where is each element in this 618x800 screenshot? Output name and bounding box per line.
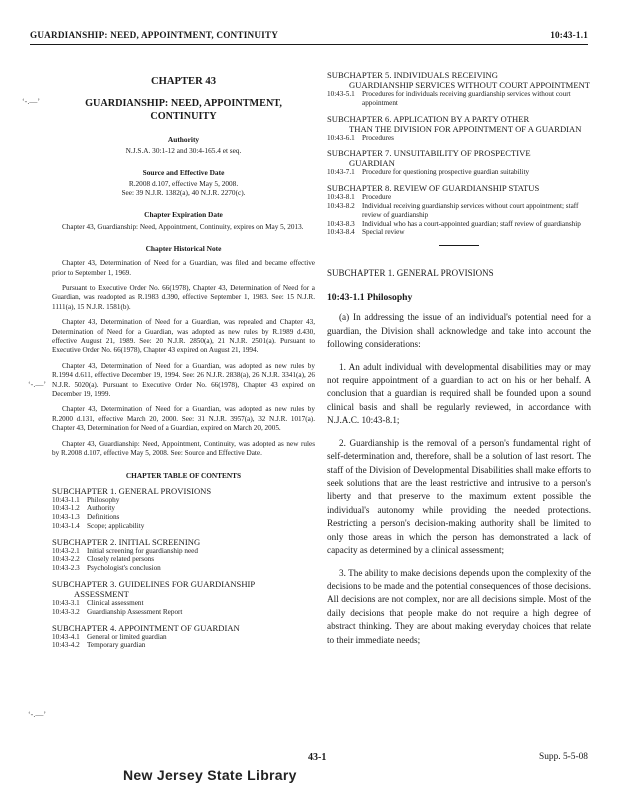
margin-mark: ‘-.—’ (22, 97, 40, 106)
toc-entry-text: Procedures for individuals receiving guardianship services without court appointment (362, 90, 571, 107)
toc-entry (52, 513, 315, 522)
source-heading: Source and Effective Date (142, 167, 225, 177)
toc-entry-number: 10:43-7.1 (327, 168, 355, 177)
toc-entry-number: 10:43-8.3 (327, 219, 355, 228)
toc-entry-number: 10:43-8.4 (327, 228, 355, 237)
toc-entry (52, 496, 315, 505)
toc-subchapter-title (52, 537, 315, 547)
historical-note-heading: Chapter Historical Note (145, 244, 222, 254)
section-paragraph: (a) In addressing the issue of an individual's potential need for a guardian, the Division shall acknowledge and take into account the following considerations: (327, 312, 591, 349)
toc-entry-text: Special review (362, 228, 405, 237)
toc-subchapter-label-cont: THAN THE DIVISION FOR APPOINTMENT OF A GUARDIAN (349, 123, 582, 134)
toc-subchapter-title (52, 486, 315, 496)
chapter-number: CHAPTER 43 (150, 76, 217, 87)
toc-entry-text: Definitions (87, 513, 120, 522)
section-paragraph: 1. An adult individual with developmental disabilities may or may not require appointment of a guardian to act on his or her behalf. A conclusion that a guardian is required shall be founded upon a sound clinical basis and shall be regularly reviewed, in accordance with N.J.A.C. 10:43-8.1; (327, 361, 591, 426)
toc-entry-number: 10:43-1.1 (52, 495, 80, 504)
toc-subchapter-label: SUBCHAPTER 2. INITIAL SCREENING (52, 536, 201, 547)
toc-subchapter-title (327, 183, 591, 193)
toc-subchapter-title (52, 623, 315, 633)
historical-note-paragraph: Chapter 43, Determination of Need for a Guardian, was adopted as new rules by R.2000 d.131, effective March 20, 2000. See: 31 N.J.R. 3957(a), 32 N.J.R. 1017(a). Chapter 43, Determination for Need of a Guardian, expired on March 20, 2005. (52, 405, 315, 433)
toc-subchapter-label: SUBCHAPTER 6. APPLICATION BY A PARTY OTHER (327, 113, 530, 124)
toc-entry-number: 10:43-4.1 (52, 632, 80, 641)
historical-note-paragraph: Chapter 43, Determination of Need for a Guardian, was adopted as new rules by R.1994 d.611, effective December 19, 1994. See: 26 N.J.R. 2838(a), 26 N.J.R. 3341(a), 26 N.J.R. 5020(a). Pursuant to Executive Order No. 66(1978), Chapter 43 expired on December 19, 1999. (52, 361, 315, 399)
toc-entry-text: Psychologist's conclusion (87, 564, 161, 573)
toc-entry (52, 633, 315, 642)
right-column (327, 70, 591, 656)
toc-entry-text: Scope; applicability (87, 521, 145, 530)
running-header (30, 28, 588, 45)
expiration-text: Chapter 43, Guardianship: Need, Appointment, Continuity, expires on May 5, 2013. (62, 222, 304, 231)
historical-note-paragraph: Chapter 43, Determination of Need for a Guardian, was repealed and Chapter 43, Determination of Need for a Guardian, was adopted as new rules by R.1989 d.430, effective August 21, 1989. See: 20 N.J.R. 2850(a), 21 N.J.R. 2501(a). Pursuant to Executive Order No. 66(1978), Chapter 43 expired on August 21, 1994. (52, 318, 315, 355)
toc-left (52, 486, 315, 651)
toc-entry (52, 599, 315, 608)
toc-entry-text: Authority (87, 504, 115, 513)
toc-entry-number: 10:43-3.2 (52, 607, 80, 616)
toc-subchapter-label: SUBCHAPTER 8. REVIEW OF GUARDIANSHIP STATUS (327, 183, 540, 194)
toc-entry-number: 10:43-5.1 (327, 90, 355, 98)
toc-entry (52, 522, 315, 531)
subchapter-heading: SUBCHAPTER 1. GENERAL PROVISIONS (327, 268, 494, 279)
toc-entry-number: 10:43-6.1 (327, 133, 355, 142)
supplement-date: Supp. 5-5-08 (539, 752, 588, 762)
historical-note-paragraph: Chapter 43, Determination of Need for a Guardian, was filed and became effective prior to September 1, 1969. (52, 259, 315, 277)
margin-mark: ‘-.—’ (28, 380, 46, 389)
source-line: R.2008 d.107, effective May 5, 2008. (128, 178, 239, 188)
toc-entry-text: Procedure for questioning prospective guardian suitability (362, 168, 530, 177)
toc-subchapter-label: SUBCHAPTER 5. INDIVIDUALS RECEIVING (327, 70, 498, 80)
toc-entry-number: 10:43-8.2 (327, 201, 355, 210)
header-section-number: 10:43-1.1 (550, 30, 588, 40)
toc-subchapter-label: SUBCHAPTER 7. UNSUITABILITY OF PROSPECTIVE (327, 148, 531, 159)
toc-entry-number: 10:43-2.3 (52, 564, 80, 573)
historical-note-paragraph: Chapter 43, Guardianship: Need, Appointment, Continuity, was adopted as new rules by R.2008 d.107, effective May 5, 2008. See: Source and Effective Date. (52, 439, 315, 458)
header-title: GUARDIANSHIP: NEED, APPOINTMENT, CONTINUITY (30, 30, 279, 40)
section-paragraph: 2. Guardianship is the removal of a person's fundamental right of self-determination and, therefore, shall be a solution of last resort. The staff of the Division of Developmental Disabilities shall make efforts to seek solutions that are the least restrictive and intrusive to a person's liberty and that preserve to the maximum extent possible the individual's autonomy while providing the needed protections. Restricting a person's decision-making authority shall be limited to only those areas in which the person has demonstrated a lack of capacity as determined by a clinical assessment; (327, 437, 591, 556)
toc-entry (52, 555, 315, 564)
historical-note (52, 259, 315, 458)
authority-heading: Authority (167, 135, 200, 144)
expiration-heading: Chapter Expiration Date (144, 209, 223, 219)
authority-text: N.J.S.A. 30:1-12 and 30:4-165.4 et seq. (125, 146, 242, 155)
toc-subchapter-label: SUBCHAPTER 3. GUIDELINES FOR GUARDIANSHIP (52, 579, 256, 590)
chapter-title (52, 97, 315, 123)
toc-entry-text: Clinical assessment (87, 599, 144, 608)
toc-entry-text: Procedures (362, 133, 394, 142)
toc-subchapter-title (327, 114, 591, 134)
toc-entry (327, 168, 591, 177)
toc-entry-text: Procedure (362, 193, 392, 202)
margin-mark: ‘-.—’ (28, 710, 46, 719)
left-column (52, 70, 315, 650)
toc-entry (52, 608, 315, 617)
section-title: 10:43-1.1 Philosophy (327, 292, 413, 304)
toc-entry (52, 564, 315, 573)
toc-entry-number: 10:43-4.2 (52, 641, 80, 650)
toc-entry-text: Closely related persons (87, 555, 155, 564)
toc-entry-number: 10:43-2.1 (52, 546, 80, 555)
toc-heading: CHAPTER TABLE OF CONTENTS (125, 470, 242, 480)
section-paragraph: 3. The ability to make decisions depends upon the complexity of the decisions to be made and the potential consequences of those decisions. All decisions are not complex, nor are all decisions simple. Most of the daily decisions that people make do not require a high degree of abstract thinking. They are about making everyday choices that relate to their immediate needs; (327, 567, 591, 645)
toc-entry (327, 90, 591, 108)
chapter-title-line: GUARDIANSHIP: NEED, APPOINTMENT, (85, 98, 282, 109)
source-line: See: 39 N.J.R. 1382(a), 40 N.J.R. 2270(c). (121, 188, 246, 198)
toc-subchapter-title (327, 70, 591, 90)
historical-note-paragraph: Pursuant to Executive Order No. 66(1978), Chapter 43, Determination of Need for a Guardian, was readopted as R.1983 d.390, effective September 1, 1983. See: 15 N.J.R. 1111(a), 15 N.J.R. 1581(b). (52, 284, 315, 311)
toc-entry-text: Guardianship Assessment Report (87, 607, 183, 616)
toc-entry-number: 10:43-1.3 (52, 513, 80, 522)
toc-entry-text: Individual receiving guardianship services without court appointment; staff review of guardianship (362, 201, 579, 219)
toc-entry (327, 220, 591, 229)
toc-entry (52, 547, 315, 556)
toc-entry-number: 10:43-2.2 (52, 555, 80, 564)
toc-entry-text: General or limited guardian (87, 632, 167, 641)
toc-entry (327, 228, 591, 237)
toc-right (327, 70, 591, 237)
chapter-title-line: CONTINUITY (150, 111, 217, 122)
toc-subchapter-label: SUBCHAPTER 1. GENERAL PROVISIONS (52, 485, 212, 496)
toc-entry-text: Philosophy (87, 495, 120, 504)
toc-entry (52, 641, 315, 650)
toc-entry-number: 10:43-8.1 (327, 193, 355, 202)
toc-subchapter-label: SUBCHAPTER 4. APPOINTMENT OF GUARDIAN (52, 622, 240, 633)
toc-entry-text: Individual who has a court-appointed guardian; staff review of guardianship (362, 219, 581, 228)
page-number: 43-1 (308, 752, 327, 763)
toc-entry-number: 10:43-3.1 (52, 599, 80, 608)
toc-subchapter-label-cont: GUARDIAN (349, 158, 395, 169)
toc-subchapter-title (52, 579, 315, 599)
section-body (327, 311, 591, 647)
library-watermark: New Jersey State Library (123, 767, 297, 783)
toc-entry (52, 504, 315, 513)
toc-subchapter-title (327, 148, 591, 168)
toc-entry-number: 10:43-1.2 (52, 504, 80, 513)
toc-entry-text: Temporary guardian (87, 641, 146, 650)
toc-entry (327, 134, 591, 143)
toc-entry (327, 202, 591, 220)
toc-entry-number: 10:43-1.4 (52, 521, 80, 530)
divider-rule (439, 245, 479, 246)
toc-entry-text: Initial screening for guardianship need (87, 546, 198, 555)
toc-subchapter-label-cont: GUARDIANSHIP SERVICES WITHOUT COURT APPOINTMENT (349, 80, 591, 90)
toc-subchapter-label-cont: ASSESSMENT (74, 589, 129, 600)
toc-entry (327, 193, 591, 202)
